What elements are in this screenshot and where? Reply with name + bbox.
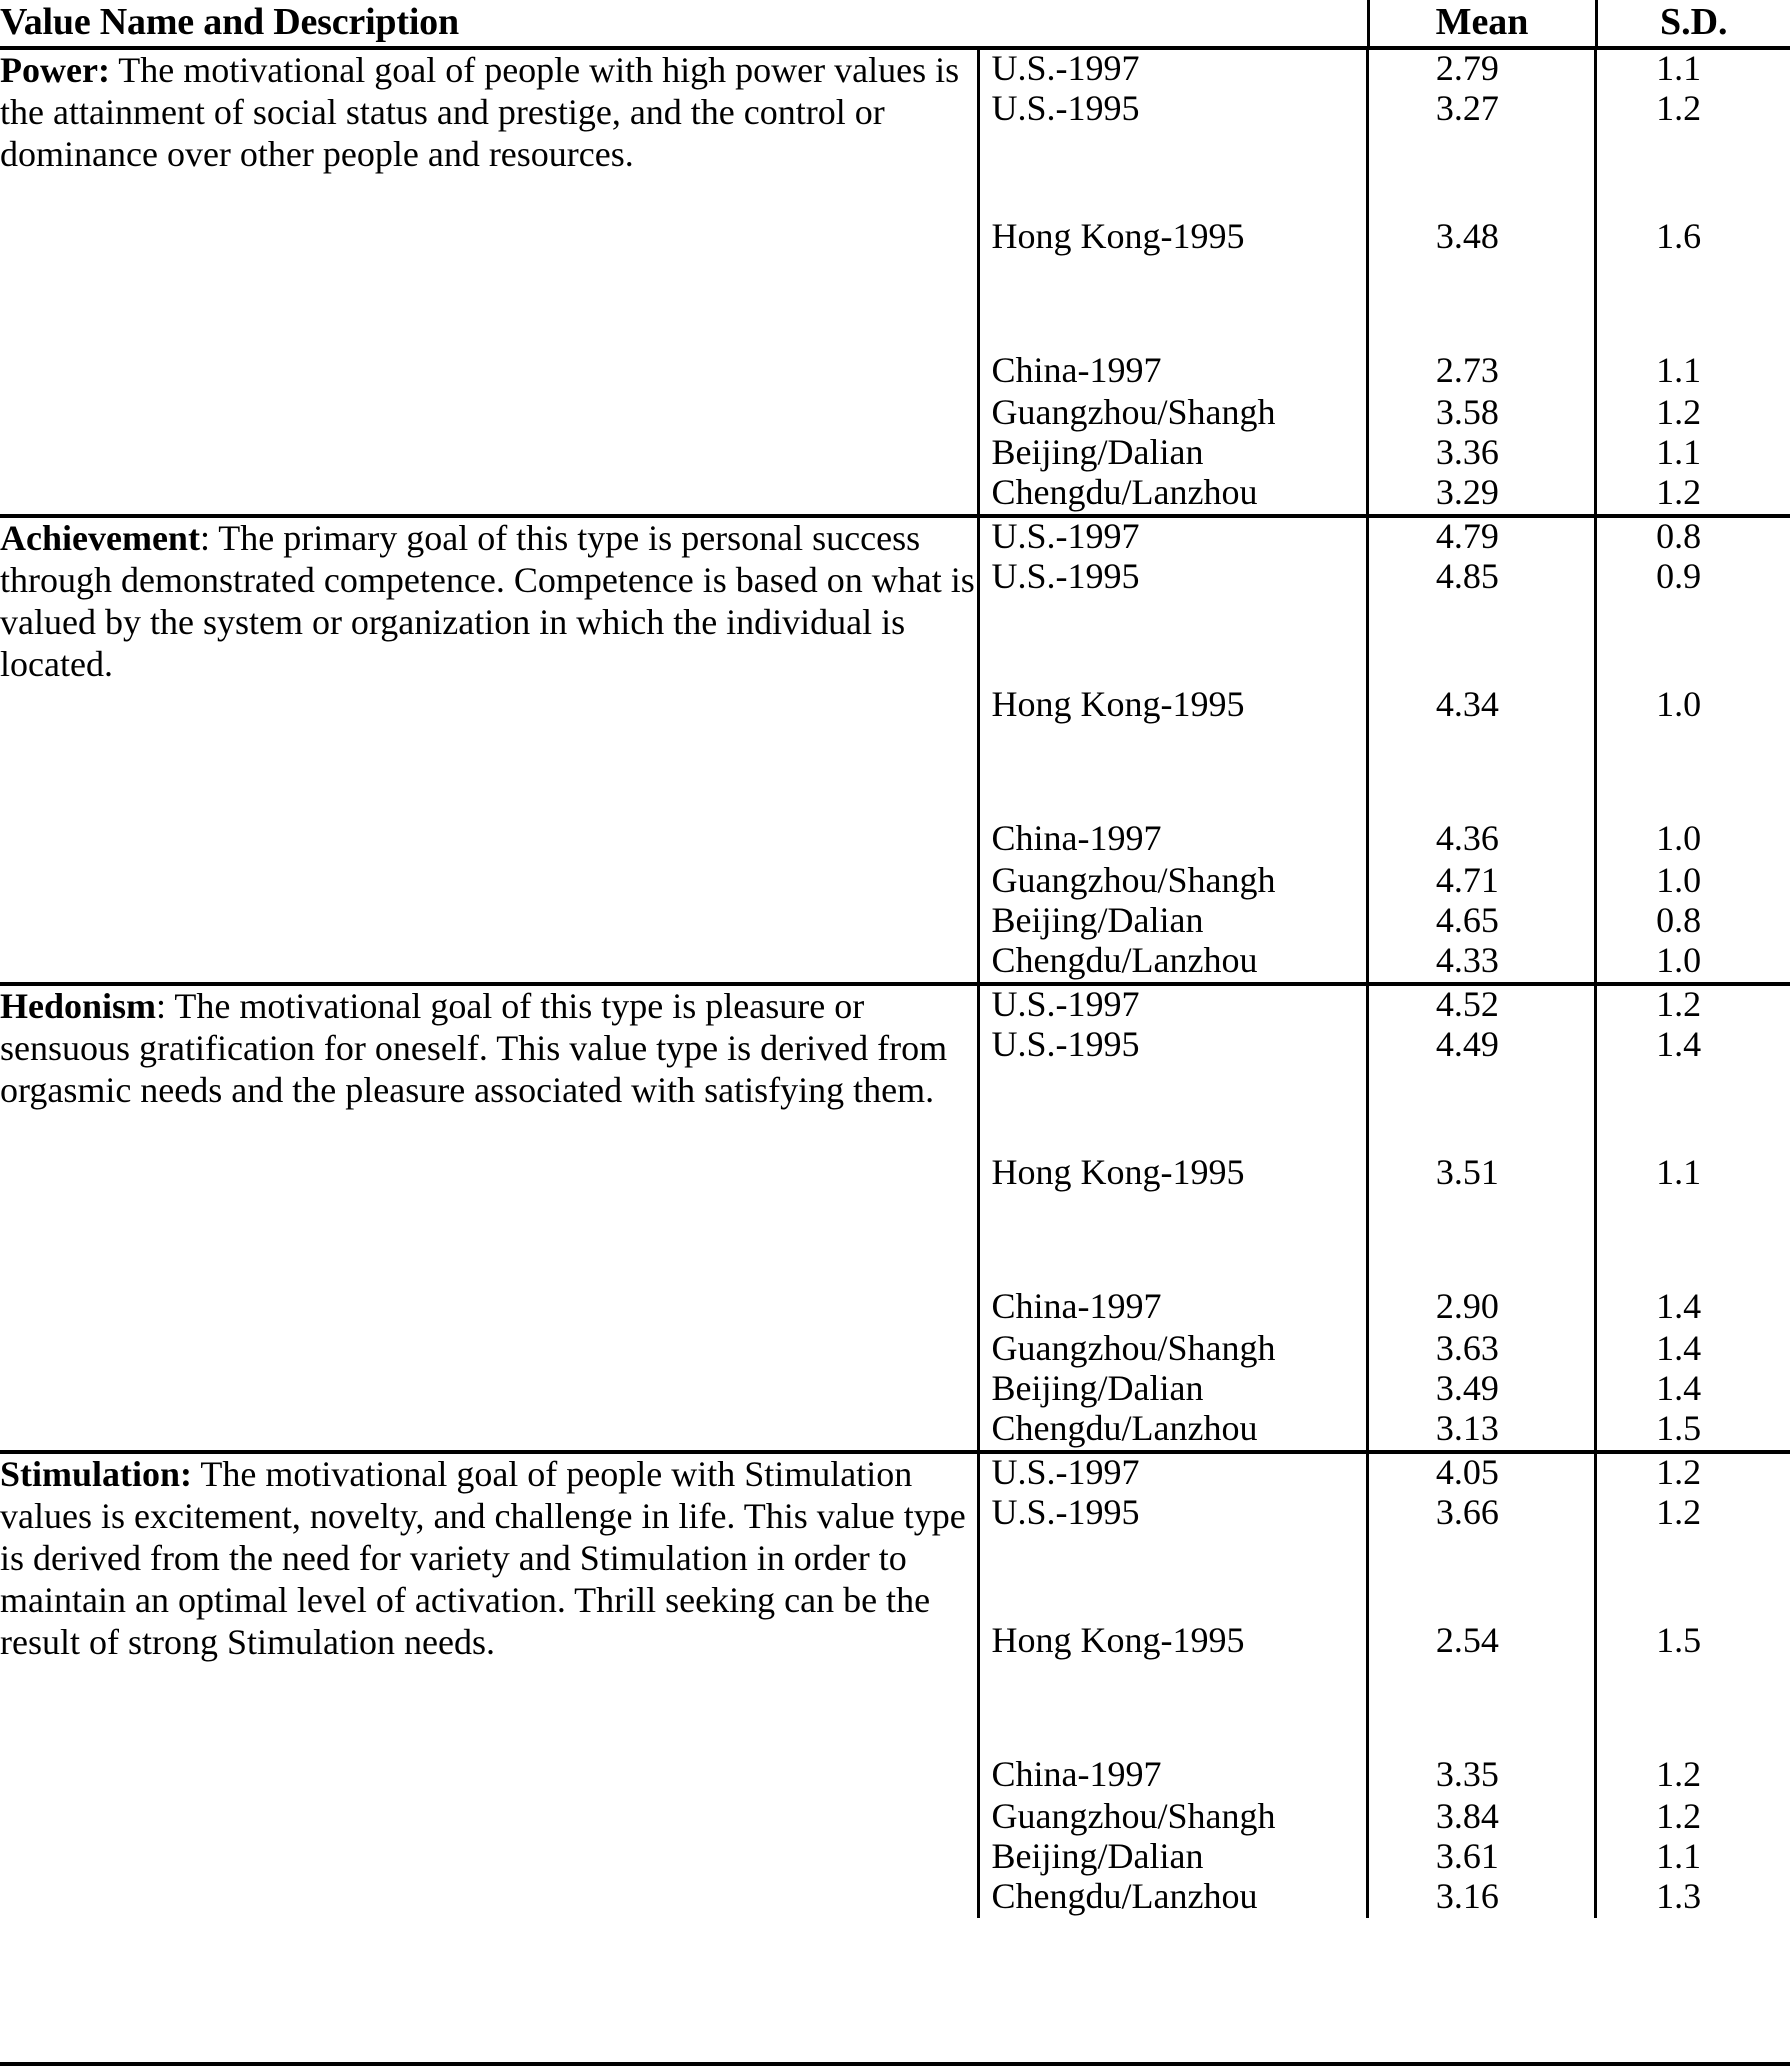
sample-label: China-1997 xyxy=(991,818,1162,858)
table-header xyxy=(0,0,1790,48)
table-row xyxy=(980,394,1790,434)
mean-value: 2.54 xyxy=(1367,1534,1595,1664)
table-row xyxy=(980,50,1790,90)
sample-label: China-1997 xyxy=(991,1286,1162,1326)
value-type-definition: : The primary goal of this type is personal success through demonstrated competence. Competence is based on what is valued by the system or organization in which the individual is located. xyxy=(0,518,975,684)
mean-value: 3.16 xyxy=(1367,1878,1595,1918)
sample-statistics-cell xyxy=(978,48,1790,516)
sample-statistics-cell xyxy=(978,984,1790,1452)
sd-value: 1.3 xyxy=(1596,1878,1790,1918)
table-row xyxy=(980,902,1790,942)
mean-value: 3.61 xyxy=(1367,1838,1595,1878)
sample-label: Guangzhou/Shangh xyxy=(991,1330,1276,1368)
table-row xyxy=(980,942,1790,982)
sd-value: 1.6 xyxy=(1596,130,1790,260)
table-row xyxy=(980,1330,1790,1370)
table-row xyxy=(980,1494,1790,1534)
sample-label: Hong Kong-1995 xyxy=(991,1152,1245,1192)
mean-value: 4.85 xyxy=(1367,558,1595,598)
sd-value: 0.8 xyxy=(1596,902,1790,942)
sample-label: China-1997 xyxy=(991,1754,1162,1794)
mean-value: 4.79 xyxy=(1367,518,1595,558)
sd-value: 1.2 xyxy=(1596,90,1790,130)
table-row xyxy=(980,862,1790,902)
sample-label: Chengdu/Lanzhou xyxy=(991,1878,1258,1916)
table-row xyxy=(980,474,1790,514)
sd-value: 1.1 xyxy=(1596,1838,1790,1878)
value-description-text xyxy=(0,986,977,1112)
sample-statistics-table xyxy=(980,518,1790,982)
sample-label: Chengdu/Lanzhou xyxy=(991,1410,1258,1448)
table-row xyxy=(980,598,1790,728)
mean-value: 4.49 xyxy=(1367,1026,1595,1066)
mean-value: 3.49 xyxy=(1367,1370,1595,1410)
sd-value: 1.2 xyxy=(1596,1798,1790,1838)
mean-value: 4.65 xyxy=(1367,902,1595,942)
sd-value: 1.0 xyxy=(1596,862,1790,902)
column-header-mean: Mean xyxy=(1368,0,1596,48)
sample-label: U.S.-1995 xyxy=(991,90,1140,128)
value-description-text xyxy=(0,1454,977,1664)
mean-value: 2.90 xyxy=(1367,1196,1595,1330)
sd-value: 1.1 xyxy=(1596,260,1790,394)
sd-value: 1.2 xyxy=(1596,1454,1790,1494)
mean-value: 3.58 xyxy=(1367,394,1595,434)
sd-value: 1.2 xyxy=(1596,394,1790,434)
table-body xyxy=(0,48,1790,1918)
column-header-sd: S.D. xyxy=(1596,0,1790,48)
value-type-section xyxy=(0,516,1790,984)
table-row xyxy=(980,1196,1790,1330)
value-description-cell xyxy=(0,516,978,984)
sample-statistics-table xyxy=(980,986,1790,1450)
value-description-text xyxy=(0,50,977,176)
value-description-cell xyxy=(0,1452,978,1918)
sample-label: Guangzhou/Shangh xyxy=(991,1798,1276,1836)
sd-value: 1.4 xyxy=(1596,1026,1790,1066)
table-row xyxy=(980,1838,1790,1878)
mean-value: 4.33 xyxy=(1367,942,1595,982)
sample-label: Hong Kong-1995 xyxy=(991,1620,1245,1660)
mean-value: 3.84 xyxy=(1367,1798,1595,1838)
sample-label: U.S.-1997 xyxy=(991,50,1140,88)
sample-label: Chengdu/Lanzhou xyxy=(991,474,1258,512)
mean-value: 4.52 xyxy=(1367,986,1595,1026)
table-row xyxy=(980,518,1790,558)
value-type-section xyxy=(0,1452,1790,1918)
sd-value: 1.5 xyxy=(1596,1410,1790,1450)
value-type-section xyxy=(0,984,1790,1452)
sample-label: Hong Kong-1995 xyxy=(991,684,1245,724)
table-row xyxy=(980,1066,1790,1196)
sample-label: U.S.-1997 xyxy=(991,986,1140,1024)
mean-value: 3.35 xyxy=(1367,1664,1595,1798)
sample-label: Hong Kong-1995 xyxy=(991,216,1245,256)
table-row xyxy=(980,1410,1790,1450)
sample-label: Guangzhou/Shangh xyxy=(991,862,1276,900)
sd-value: 1.4 xyxy=(1596,1370,1790,1410)
mean-value: 3.13 xyxy=(1367,1410,1595,1450)
value-description-text xyxy=(0,518,977,686)
mean-value: 3.27 xyxy=(1367,90,1595,130)
sd-value: 1.2 xyxy=(1596,1664,1790,1798)
table-row xyxy=(980,434,1790,474)
sd-value: 0.8 xyxy=(1596,518,1790,558)
value-type-name: Hedonism xyxy=(0,986,157,1026)
mean-value: 4.34 xyxy=(1367,598,1595,728)
value-type-name: Achievement xyxy=(0,518,200,558)
sample-statistics-table xyxy=(980,50,1790,514)
sample-label: Beijing/Dalian xyxy=(991,434,1204,472)
sd-value: 0.9 xyxy=(1596,558,1790,598)
table-row xyxy=(980,1798,1790,1838)
value-type-name: Stimulation: xyxy=(0,1454,193,1494)
table-bottom-rule xyxy=(0,2062,1790,2066)
sd-value: 1.0 xyxy=(1596,728,1790,862)
value-type-definition: : The motivational goal of this type is pleasure or sensuous gratification for oneself. This value type is derived from orgasmic needs and the pleasure associated with satisfying them. xyxy=(0,986,948,1110)
sample-label: U.S.-1995 xyxy=(991,1026,1140,1064)
table-row xyxy=(980,90,1790,130)
mean-value: 4.05 xyxy=(1367,1454,1595,1494)
column-header-description: Value Name and Description xyxy=(0,0,1368,48)
mean-value: 3.29 xyxy=(1367,474,1595,514)
sd-value: 1.1 xyxy=(1596,434,1790,474)
sample-label: U.S.-1995 xyxy=(991,1494,1140,1532)
sample-label: Beijing/Dalian xyxy=(991,1370,1204,1408)
sample-statistics-table xyxy=(980,1454,1790,1918)
sample-label: Beijing/Dalian xyxy=(991,1838,1204,1876)
sample-label: China-1997 xyxy=(991,350,1162,390)
sd-value: 1.5 xyxy=(1596,1534,1790,1664)
table-row xyxy=(980,1878,1790,1918)
mean-value: 4.36 xyxy=(1367,728,1595,862)
sample-label: Guangzhou/Shangh xyxy=(991,394,1276,432)
table-row xyxy=(980,1026,1790,1066)
mean-value: 3.63 xyxy=(1367,1330,1595,1370)
sd-value: 1.1 xyxy=(1596,50,1790,90)
sd-value: 1.0 xyxy=(1596,598,1790,728)
sample-label: U.S.-1997 xyxy=(991,1454,1140,1492)
mean-value: 3.36 xyxy=(1367,434,1595,474)
table-row xyxy=(980,1664,1790,1798)
table-row xyxy=(980,130,1790,260)
value-type-section xyxy=(0,48,1790,516)
sample-label: U.S.-1997 xyxy=(991,518,1140,556)
table-row xyxy=(980,260,1790,394)
mean-value: 2.79 xyxy=(1367,50,1595,90)
mean-value: 3.66 xyxy=(1367,1494,1595,1534)
sample-statistics-cell xyxy=(978,1452,1790,1918)
value-description-cell xyxy=(0,984,978,1452)
sd-value: 1.0 xyxy=(1596,942,1790,982)
sd-value: 1.2 xyxy=(1596,1494,1790,1534)
table-row xyxy=(980,728,1790,862)
table-row xyxy=(980,986,1790,1026)
sample-label: Chengdu/Lanzhou xyxy=(991,942,1258,980)
sd-value: 1.2 xyxy=(1596,474,1790,514)
sd-value: 1.4 xyxy=(1596,1330,1790,1370)
table-row xyxy=(980,1534,1790,1664)
value-description-cell xyxy=(0,48,978,516)
header-row xyxy=(0,0,1790,48)
mean-value: 3.51 xyxy=(1367,1066,1595,1196)
sample-statistics-cell xyxy=(978,516,1790,984)
sample-label: U.S.-1995 xyxy=(991,558,1140,596)
sd-value: 1.2 xyxy=(1596,986,1790,1026)
table-row xyxy=(980,1454,1790,1494)
mean-value: 4.71 xyxy=(1367,862,1595,902)
value-type-definition: The motivational goal of people with high power values is the attainment of social status and prestige, and the control or dominance over other people and resources. xyxy=(0,50,960,174)
sd-value: 1.1 xyxy=(1596,1066,1790,1196)
value-type-definition: The motivational goal of people with Stimulation values is excitement, novelty, and challenge in life. This value type is derived from the need for variety and Stimulation in order to maintain an optimal level of activation. Thrill seeking can be the result of strong Stimulation needs. xyxy=(0,1454,966,1662)
sample-label: Beijing/Dalian xyxy=(991,902,1204,940)
table-row xyxy=(980,558,1790,598)
mean-value: 2.73 xyxy=(1367,260,1595,394)
sd-value: 1.4 xyxy=(1596,1196,1790,1330)
table-row xyxy=(980,1370,1790,1410)
mean-value: 3.48 xyxy=(1367,130,1595,260)
value-type-name: Power: xyxy=(0,50,110,90)
